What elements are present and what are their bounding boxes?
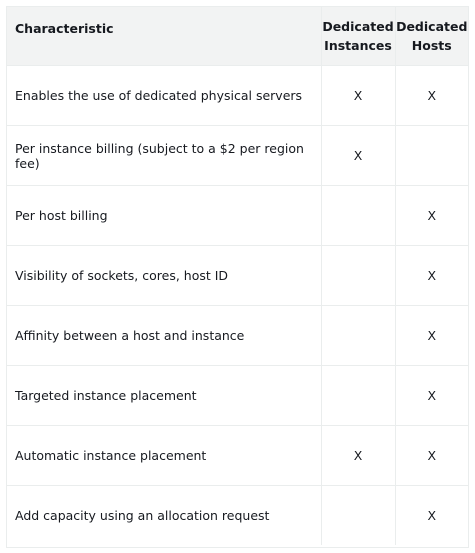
table-row (7, 186, 468, 246)
row-instances-mark (321, 486, 395, 546)
row-instances-mark: X (321, 126, 395, 186)
table-row (7, 366, 468, 426)
row-characteristic: Automatic instance placement (7, 426, 321, 486)
row-hosts-mark: X (395, 306, 468, 366)
row-hosts-mark (395, 126, 468, 186)
header-instances-line-2: Instances (324, 38, 392, 53)
row-characteristic: Affinity between a host and instance (7, 306, 321, 366)
header-hosts-line-2: Hosts (411, 38, 452, 53)
row-hosts-mark: X (395, 366, 468, 426)
row-characteristic: Per host billing (7, 186, 321, 246)
row-characteristic: Add capacity using an allocation request (15, 508, 270, 523)
header-instances-line-1: Dedicated (322, 19, 394, 34)
header-characteristic: Characteristic (7, 7, 321, 66)
header-dedicated-hosts (395, 7, 468, 66)
table-row (7, 306, 468, 366)
table-row (7, 426, 468, 486)
row-characteristic: Targeted instance placement (7, 366, 321, 426)
row-instances-mark (321, 306, 395, 366)
row-hosts-mark: X (395, 486, 468, 546)
comparison-table-frame (6, 6, 469, 548)
row-characteristic: Visibility of sockets, cores, host ID (7, 246, 321, 306)
table-row (7, 486, 468, 546)
row-hosts-mark: X (395, 426, 468, 486)
header-hosts-line-1: Dedicated (396, 19, 468, 34)
dedicated-comparison-table (7, 7, 468, 545)
row-instances-mark (321, 246, 395, 306)
row-hosts-mark: X (395, 246, 468, 306)
row-characteristic: Enables the use of dedicated physical servers (7, 66, 321, 126)
row-instances-mark: X (321, 426, 395, 486)
table-header-row (7, 7, 468, 66)
row-instances-mark: X (321, 66, 395, 126)
row-hosts-mark: X (395, 186, 468, 246)
row-characteristic: Per instance billing (subject to a $2 per region fee) (7, 126, 321, 186)
header-dedicated-instances (321, 7, 395, 66)
row-instances-mark (321, 366, 395, 426)
table-row (7, 66, 468, 126)
table-row (7, 126, 468, 186)
table-row (7, 246, 468, 306)
row-hosts-mark: X (395, 66, 468, 126)
row-instances-mark (321, 186, 395, 246)
